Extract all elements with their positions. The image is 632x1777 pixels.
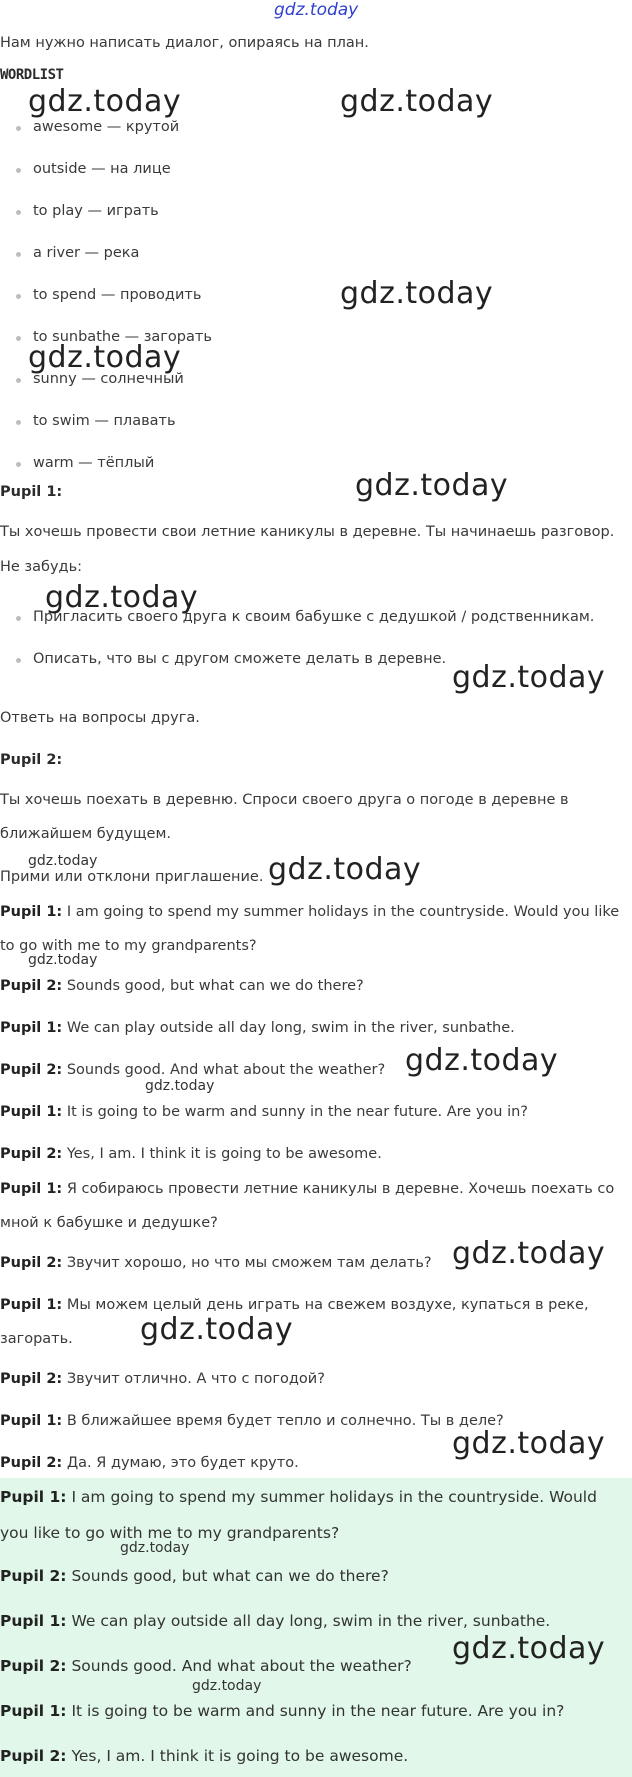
bullet-dot [16,210,21,215]
dialog-line [0,976,364,996]
task1-remember: Не забудь: [0,559,83,575]
dialog-line [0,1453,299,1473]
dialog-text: Звучит отлично. А что с погодой? [66,1371,325,1387]
watermark-text: gdz.today [192,1678,262,1694]
watermark-text: gdz.today [405,1043,559,1078]
task1-text: Ты хочешь провести свои летние каникулы в деревне. Ты начинаешь разговор. [0,524,615,540]
speaker-label: Pupil 1: [0,1020,63,1036]
dialog-line [0,1701,564,1721]
bullet-dot [16,336,21,341]
dialog-line [0,1523,339,1543]
dialog-text: Звучит хорошо, но что мы сможем там делать? [66,1255,432,1271]
dialog-text: Sounds good, but what can we do there? [66,978,364,994]
dialog-line [0,1102,528,1122]
dialog-line [0,936,257,956]
dialog-line [0,1369,325,1389]
bullet-dot [16,420,21,425]
bullet-dot [16,658,21,663]
bullet-dot [16,616,21,621]
dialog-line [0,1746,408,1766]
dialog-text: I am going to spend my summer holidays in the countryside. Would you like [66,904,620,920]
dialog-text: Мы можем целый день играть на свежем воздухе, купаться в реке, [66,1297,589,1313]
dialog-text: Я собираюсь провести летние каникулы в деревне. Хочешь поехать со [66,1181,615,1197]
dialog-line [0,1566,389,1586]
speaker-label: Pupil 2: [0,1371,63,1387]
bullet-dot [16,126,21,131]
speaker-label: Pupil 2: [0,1657,67,1675]
speaker-label: Pupil 1: [0,1488,67,1506]
wordlist-item: to swim — плавать [33,413,176,429]
dialog-text: you like to go with me to my grandparents? [0,1524,340,1542]
task2-text-line1: Ты хочешь поехать в деревню. Спроси своего друга о погоде в деревне в [0,792,569,808]
task1-bullet: Описать, что вы с другом сможете делать в деревне. [33,651,447,667]
dialog-line [0,1487,597,1507]
task1-bullet: Пригласить своего друга к своим бабушке с дедушкой / родственникам. [33,609,595,625]
watermark-text: gdz.today [452,1631,606,1666]
intro-text: Нам нужно написать диалог, опираясь на план. [0,35,369,51]
dialog-text: загорать. [0,1331,73,1347]
dialog-text: Sounds good, but what can we do there? [71,1567,389,1585]
watermark-text: gdz.today [452,660,606,695]
speaker-label: Pupil 2: [0,1747,67,1765]
watermark-text: gdz.today [140,1312,294,1347]
dialog-line [0,1253,432,1273]
watermark-text: gdz.today [268,852,422,887]
task2-heading: Pupil 2: [0,752,63,768]
dialog-text: I am going to spend my summer holidays in the countryside. Would [71,1488,597,1506]
wordlist-item: to play — играть [33,203,159,219]
bullet-dot [16,462,21,467]
wordlist-item: awesome — крутой [33,119,180,135]
watermark-text: gdz.today [28,84,182,119]
watermark-text: gdz.today [28,340,182,375]
dialog-line [0,1018,515,1038]
wordlist-item: sunny — солнечный [33,371,184,387]
watermark-text: gdz.today [340,84,494,119]
wordlist-item: outside — на лице [33,161,171,177]
speaker-label: Pupil 1: [0,1181,63,1197]
wordlist-item: to sunbathe — загорать [33,329,212,345]
bullet-dot [16,378,21,383]
dialog-text: Yes, I am. I think it is going to be awesome. [71,1747,409,1765]
dialog-text: мной к бабушке и дедушке? [0,1215,218,1231]
speaker-label: Pupil 2: [0,1062,63,1078]
wordlist-title: WORDLIST [0,67,64,83]
dialog-line [0,1295,589,1315]
dialog-highlight-block [0,1478,632,1777]
speaker-label: Pupil 2: [0,1567,67,1585]
dialog-text: We can play outside all day long, swim in the river, sunbathe. [71,1612,551,1630]
speaker-label: Pupil 2: [0,1455,63,1471]
dialog-text: Sounds good. And what about the weather? [71,1657,412,1675]
dialog-line [0,1611,550,1631]
dialog-text: В ближайшее время будет тепло и солнечно. Ты в деле? [66,1413,504,1429]
dialog-text: It is going to be warm and sunny in the near future. Are you in? [66,1104,528,1120]
dialog-line [0,1144,382,1164]
dialog-text: We can play outside all day long, swim in the river, sunbathe. [66,1020,515,1036]
speaker-label: Pupil 1: [0,1612,67,1630]
speaker-label: Pupil 1: [0,904,63,920]
task2-text-line2: ближайшем будущем. [0,826,171,842]
wordlist-item: warm — тёплый [33,455,155,471]
bullet-dot [16,252,21,257]
speaker-label: Pupil 2: [0,1255,63,1271]
watermark-text: gdz.today [28,952,98,968]
speaker-label: Pupil 1: [0,1702,67,1720]
task1-answer: Ответь на вопросы друга. [0,710,200,726]
dialog-line [0,1656,412,1676]
dialog-text: Sounds good. And what about the weather? [66,1062,386,1078]
task2-accept: Прими или отклони приглашение. [0,869,264,885]
speaker-label: Pupil 1: [0,1297,63,1313]
speaker-label: Pupil 1: [0,1413,63,1429]
dialog-line [0,1213,218,1233]
wordlist-item: to spend — проводить [33,287,202,303]
watermark-text: gdz.today [120,1540,190,1556]
speaker-label: Pupil 1: [0,1104,63,1120]
watermark-text: gdz.today [45,580,199,615]
watermark-text: gdz.today [452,1426,606,1461]
task1-heading: Pupil 1: [0,484,63,500]
watermark-text: gdz.today [28,853,98,869]
dialog-line [0,902,619,922]
bullet-dot [16,294,21,299]
speaker-label: Pupil 2: [0,1146,63,1162]
dialog-line [0,1411,504,1431]
watermark-text: gdz.today [355,468,509,503]
speaker-label: Pupil 2: [0,978,63,994]
dialog-line [0,1060,385,1080]
watermark-text: gdz.today [340,276,494,311]
dialog-text: to go with me to my grandparents? [0,938,257,954]
dialog-line [0,1179,614,1199]
watermark-text: gdz.today [145,1078,215,1094]
dialog-text: Да. Я думаю, это будет круто. [66,1455,299,1471]
top-watermark: gdz.today [274,0,359,20]
bullet-dot [16,168,21,173]
watermark-text: gdz.today [452,1236,606,1271]
dialog-text: It is going to be warm and sunny in the near future. Are you in? [71,1702,565,1720]
dialog-text: Yes, I am. I think it is going to be awesome. [66,1146,382,1162]
wordlist-item: a river — река [33,245,140,261]
dialog-line [0,1329,73,1349]
